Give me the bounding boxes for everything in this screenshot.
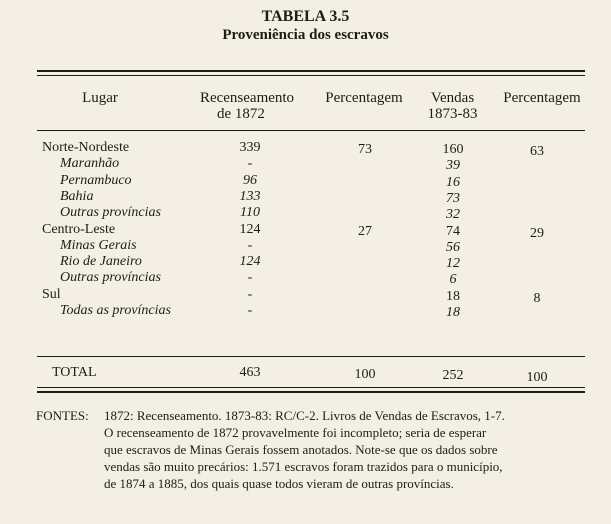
fontes-line-3: que escravos de Minas Gerais fossem anotados. Note-se que os dados sobre bbox=[104, 442, 498, 457]
bottom-rule-thick bbox=[37, 391, 585, 393]
total-perc2: 100 bbox=[526, 370, 548, 385]
row-recens: 124 bbox=[239, 222, 261, 237]
row-perc2: 63 bbox=[530, 144, 544, 159]
row-recens: - bbox=[247, 287, 253, 302]
row-lugar: Rio de Janeiro bbox=[60, 254, 142, 269]
row-perc2: 8 bbox=[533, 291, 541, 306]
row-lugar: Outras províncias bbox=[60, 270, 161, 285]
row-vendas: 18 bbox=[446, 305, 460, 320]
row-vendas: 56 bbox=[446, 240, 460, 255]
row-vendas: 18 bbox=[446, 289, 460, 304]
row-perc2: 29 bbox=[530, 226, 544, 241]
total-vendas: 252 bbox=[442, 368, 464, 383]
row-recens: 124 bbox=[239, 254, 261, 269]
fontes-line-5: de 1874 a 1885, dos quais quase todos vieram de outras províncias. bbox=[104, 476, 454, 491]
fontes-line-1: 1872: Recenseamento. 1873-83: RC/C-2. Livros de Vendas de Escravos, 1-7. bbox=[104, 408, 505, 423]
header-recenseamento bbox=[192, 90, 302, 122]
header-vendas-line2: 1873-83 bbox=[427, 106, 478, 122]
header-percentagem-1: Percentagem bbox=[325, 90, 403, 106]
row-lugar: Sul bbox=[42, 287, 61, 302]
row-recens: - bbox=[247, 270, 253, 285]
fontes-line-4: vendas são muito precários: 1.571 escravos foram trazidos para o município, bbox=[104, 459, 503, 474]
row-lugar: Bahia bbox=[60, 189, 94, 204]
row-recens: 110 bbox=[240, 205, 260, 220]
row-vendas: 6 bbox=[449, 272, 457, 287]
header-vendas-line1: Vendas bbox=[430, 90, 475, 106]
fontes-label: FONTES: bbox=[36, 408, 89, 423]
header-rule bbox=[37, 130, 585, 131]
row-lugar: Centro-Leste bbox=[42, 222, 116, 237]
header-lugar: Lugar bbox=[82, 90, 118, 106]
row-recens: 133 bbox=[239, 189, 261, 204]
row-recens: 96 bbox=[243, 173, 257, 188]
table-subtitle: Proveniência dos escravos bbox=[222, 27, 389, 43]
row-lugar: Minas Gerais bbox=[60, 238, 137, 253]
total-lugar: TOTAL bbox=[52, 365, 97, 380]
row-recens: 339 bbox=[239, 140, 261, 155]
row-lugar: Maranhão bbox=[60, 156, 120, 171]
total-perc1: 100 bbox=[354, 367, 376, 382]
total-recens: 463 bbox=[239, 365, 261, 380]
table-title: TABELA 3.5 bbox=[261, 8, 350, 25]
row-vendas: 32 bbox=[446, 207, 460, 222]
row-lugar: Norte-Nordeste bbox=[42, 140, 130, 155]
top-rule-thin bbox=[37, 75, 585, 76]
row-vendas: 16 bbox=[446, 175, 460, 190]
row-lugar: Todas as províncias bbox=[60, 303, 171, 318]
row-lugar: Outras províncias bbox=[60, 205, 161, 220]
row-vendas: 12 bbox=[446, 256, 460, 271]
header-recenseamento-line2: de 1872 bbox=[217, 106, 265, 122]
header-percentagem-2: Percentagem bbox=[503, 90, 581, 106]
total-rule-thin bbox=[37, 356, 585, 357]
header-recenseamento-line1: Recenseamento bbox=[199, 90, 295, 106]
bottom-rule-thin bbox=[37, 387, 585, 388]
fontes-line-2: O recenseamento de 1872 provavelmente foi incompleto; seria de esperar bbox=[104, 425, 487, 440]
row-vendas: 74 bbox=[446, 224, 460, 239]
row-vendas: 39 bbox=[446, 158, 460, 173]
row-perc1: 27 bbox=[358, 224, 372, 239]
row-recens: - bbox=[247, 156, 253, 171]
top-rule-thick bbox=[37, 70, 585, 72]
row-recens: - bbox=[247, 238, 253, 253]
row-lugar: Pernambuco bbox=[60, 173, 132, 188]
row-vendas: 160 bbox=[442, 142, 464, 157]
row-recens: - bbox=[247, 303, 253, 318]
header-vendas bbox=[420, 90, 485, 122]
row-vendas: 73 bbox=[446, 191, 460, 206]
row-perc1: 73 bbox=[358, 142, 372, 157]
